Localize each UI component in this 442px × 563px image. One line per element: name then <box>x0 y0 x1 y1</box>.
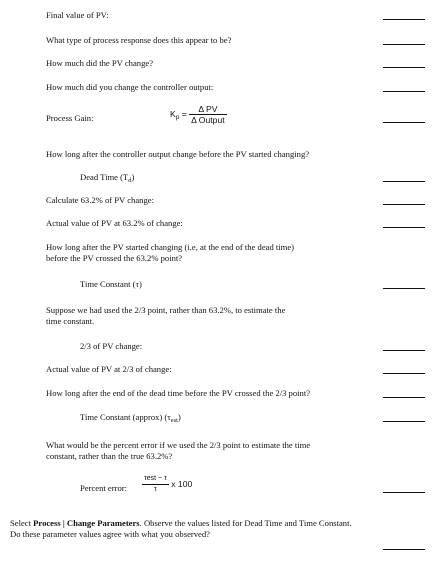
dead-time-question: How long after the controller output change before the PV started changing? <box>46 149 310 159</box>
pv-change-answer-line[interactable] <box>383 67 425 68</box>
kp-fraction <box>189 104 226 125</box>
dead-time-sub: d <box>128 177 132 184</box>
select-instruction <box>10 518 352 529</box>
dead-time-answer-line[interactable] <box>383 181 425 182</box>
pe-denominator: τ <box>154 486 157 493</box>
time-constant-approx-close: ) <box>177 412 181 422</box>
pv-change-question: How much did the PV change? <box>46 58 154 68</box>
time-constant-label: Time Constant (τ) <box>80 279 142 289</box>
menu-path: Process | Change Parameters <box>33 518 140 528</box>
agree-answer-line[interactable] <box>383 549 425 550</box>
two-thirds-pv-answer-line[interactable] <box>383 350 425 351</box>
time-constant-approx-label <box>80 412 181 427</box>
dead-time-close: ) <box>131 172 135 182</box>
actual-632-question: Actual value of PV at 63.2% of change: <box>46 218 183 228</box>
kp-numerator: Δ PV <box>189 104 226 115</box>
calc-632-answer-line[interactable] <box>383 204 425 205</box>
suppose-line2: time constant. <box>46 316 95 326</box>
dead-time-label <box>80 172 134 187</box>
process-gain-label: Process Gain: <box>46 113 94 123</box>
response-type-question: What type of process response does this appear to be? <box>46 35 232 45</box>
pe-multiplier: x 100 <box>168 478 193 489</box>
percent-error-formula <box>142 474 192 495</box>
two-thirds-pv-label: 2/3 of PV change: <box>80 341 143 351</box>
percent-error-label: Percent error: <box>80 483 128 493</box>
select-suffix: . Observe the values listed for Dead Time and Time Constant. <box>139 518 352 528</box>
time-constant-answer-line[interactable] <box>383 288 425 289</box>
final-pv-answer-line[interactable] <box>383 19 425 20</box>
process-gain-formula <box>170 104 227 125</box>
controller-change-answer-line[interactable] <box>383 91 425 92</box>
time-after-dead-question-line2: before the PV crossed the 63.2% point? <box>46 253 183 263</box>
percent-error-question-line1: What would be the percent error if we used the 2/3 point to estimate the time <box>46 440 311 450</box>
suppose-line1: Suppose we had used the 2/3 point, rather than 63.2%, to estimate the <box>46 305 286 315</box>
controller-change-question: How much did you change the controller output: <box>46 82 214 92</box>
time-constant-approx-text: Time Constant (approx) (τ <box>80 412 171 422</box>
time-after-dead-23-answer-line[interactable] <box>383 397 425 398</box>
calc-632-question: Calculate 63.2% of PV change: <box>46 195 154 205</box>
select-prefix: Select <box>10 518 34 528</box>
kp-subscript: p <box>175 113 180 121</box>
actual-two-thirds-answer-line[interactable] <box>383 373 425 374</box>
time-constant-approx-sub: est <box>170 417 178 424</box>
kp-symbol: K <box>170 108 176 119</box>
kp-equals: = <box>179 108 190 119</box>
process-gain-answer-line[interactable] <box>383 122 425 123</box>
actual-632-answer-line[interactable] <box>383 227 425 228</box>
time-constant-approx-answer-line[interactable] <box>383 421 425 422</box>
pe-fraction <box>142 474 169 495</box>
percent-error-question-line2: constant, rather than the true 63.2%? <box>46 451 173 461</box>
response-type-answer-line[interactable] <box>383 44 425 45</box>
time-after-dead-23-question: How long after the end of the dead time before the PV crossed the 2/3 point? <box>46 388 311 398</box>
kp-denominator: Δ Output <box>191 115 225 125</box>
actual-two-thirds-question: Actual value of PV at 2/3 of change: <box>46 364 172 374</box>
final-pv-question: Final value of PV: <box>46 10 109 20</box>
agree-question: Do these parameter values agree with what you observed? <box>10 529 210 539</box>
time-after-dead-question-line1: How long after the PV started changing (i.e, at the end of the dead time) <box>46 242 295 252</box>
dead-time-text: Dead Time (T <box>80 172 129 182</box>
pe-numerator: τest − τ <box>142 474 169 485</box>
percent-error-answer-line[interactable] <box>383 492 425 493</box>
